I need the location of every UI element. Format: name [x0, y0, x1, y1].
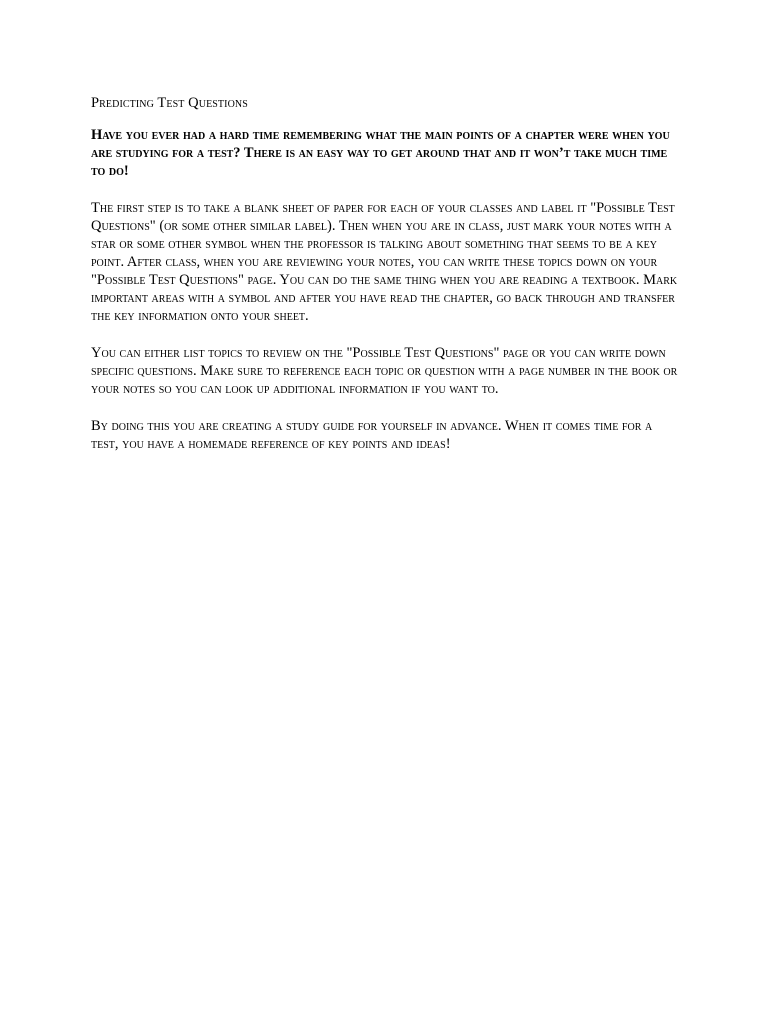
document-page [91, 93, 681, 472]
document-title: Predicting Test Questions [91, 95, 248, 111]
paragraph-first-step: The first step is to take a blank sheet of paper for each of your classes and label it "Possible Test Questions" (or some other similar label). Then when you are in class, just mark your notes with a star or some other symbol when the professor is talking about something that seems to be a key point. After class, when you are reviewing your notes, you can write these topics down on your "Possible Test Questions" page. You can do the same thing when you are reading a textbook. Mark important areas with a symbol and after you have read the chapter, go back through and transfer the key information onto your sheet. [91, 200, 678, 324]
intro-paragraph: Have you ever had a hard time remembering what the main points of a chapter were when you are studying for a test? There is an easy way to get around that and it won’t take much time to do! [91, 127, 670, 179]
paragraph-study-guide: By doing this you are creating a study guide for yourself in advance. When it comes time for a test, you have a homemade reference of key points and ideas! [91, 418, 653, 452]
paragraph-list-topics: You can either list topics to review on the "Possible Test Questions" page or you can write down specific questions. Make sure to reference each topic or question with a page number in the book or your notes so you can look up additional information if you want to. [91, 345, 678, 397]
